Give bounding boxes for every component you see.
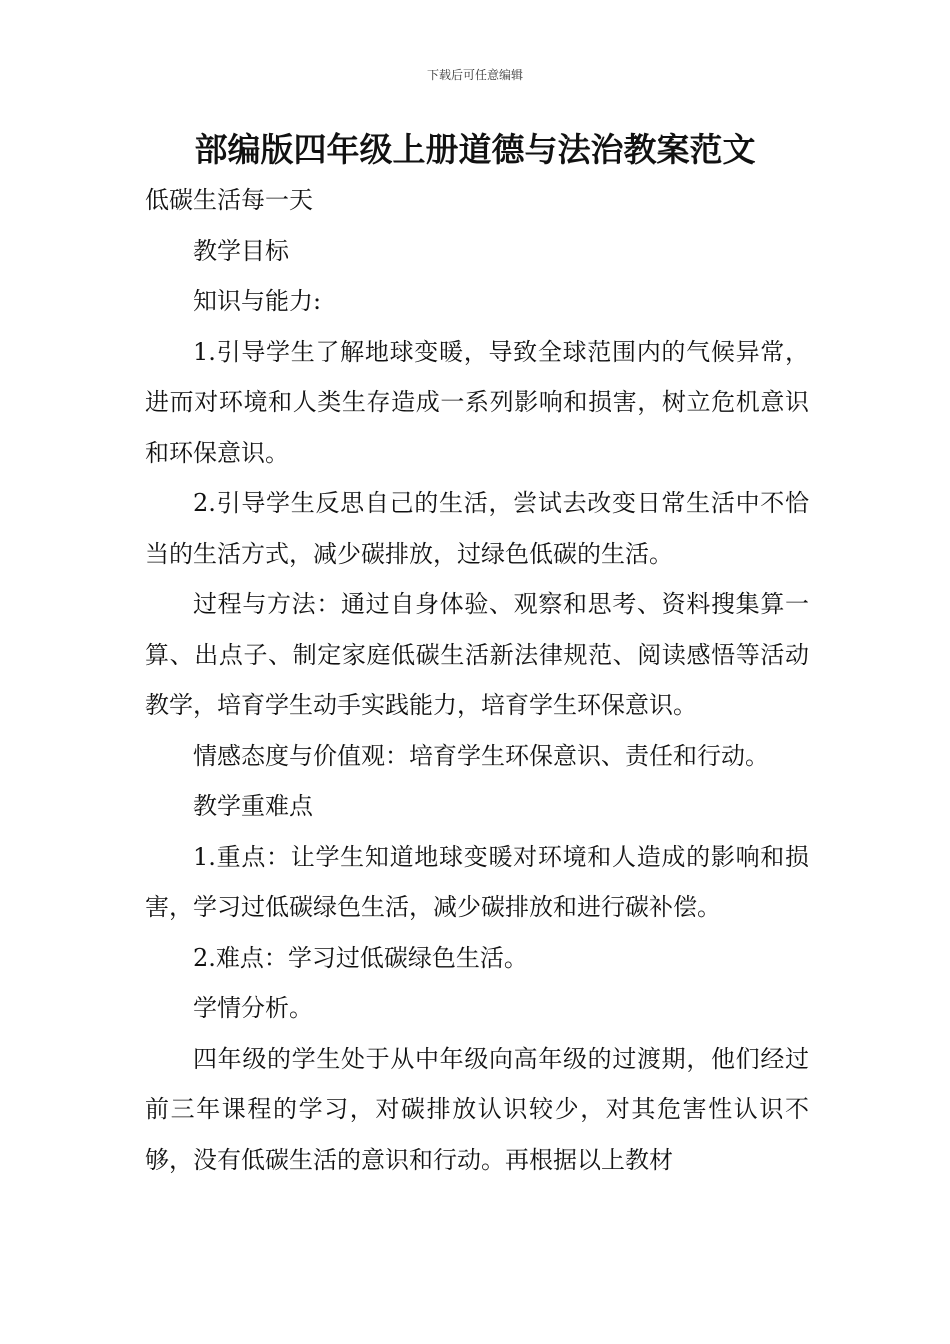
body-paragraph: 1.引导学生了解地球变暖，导致全球范围内的气候异常，进而对环境和人类生存造成一系列影响和损害，树立危机意识和环保意识。 xyxy=(145,337,809,467)
body-paragraph: 2.难点：学习过低碳绿色生活。 xyxy=(193,943,528,972)
section-heading-key-points: 教学重难点 xyxy=(193,792,313,820)
section-heading-objectives: 教学目标 xyxy=(193,236,289,265)
body-paragraph: 1.重点：让学生知道地球变暖对环境和人造成的影响和损害，学习过低碳绿色生活，减少碳排放和进行碳补偿。 xyxy=(145,842,809,921)
body-paragraph: 四年级的学生处于从中年级向高年级的过渡期，他们经过前三年课程的学习，对碳排放认识较少，对其危害性认识不够，没有低碳生活的意识和行动。再根据以上教材 xyxy=(145,1044,809,1174)
section-heading-analysis: 学情分析。 xyxy=(193,994,313,1022)
subtitle-paragraph: 低碳生活每一天 xyxy=(145,186,313,214)
body-paragraph: 过程与方法：通过自身体验、观察和思考、资料搜集算一算、出点子、制定家庭低碳生活新法律规范、阅读感悟等活动教学，培育学生动手实践能力，培育学生环保意识。 xyxy=(145,590,809,719)
document-body xyxy=(145,175,809,1185)
body-paragraph: 情感态度与价值观：培育学生环保意识、责任和行动。 xyxy=(193,741,769,770)
document-title: 部编版四年级上册道德与法治教案范文 xyxy=(194,130,756,169)
subheading-knowledge: 知识与能力: xyxy=(193,287,322,315)
body-paragraph: 2.引导学生反思自己的生活，尝试去改变日常生活中不恰当的生活方式，减少碳排放，过绿色低碳的生活。 xyxy=(145,489,809,568)
header-note: 下载后可任意编辑 xyxy=(426,68,523,82)
